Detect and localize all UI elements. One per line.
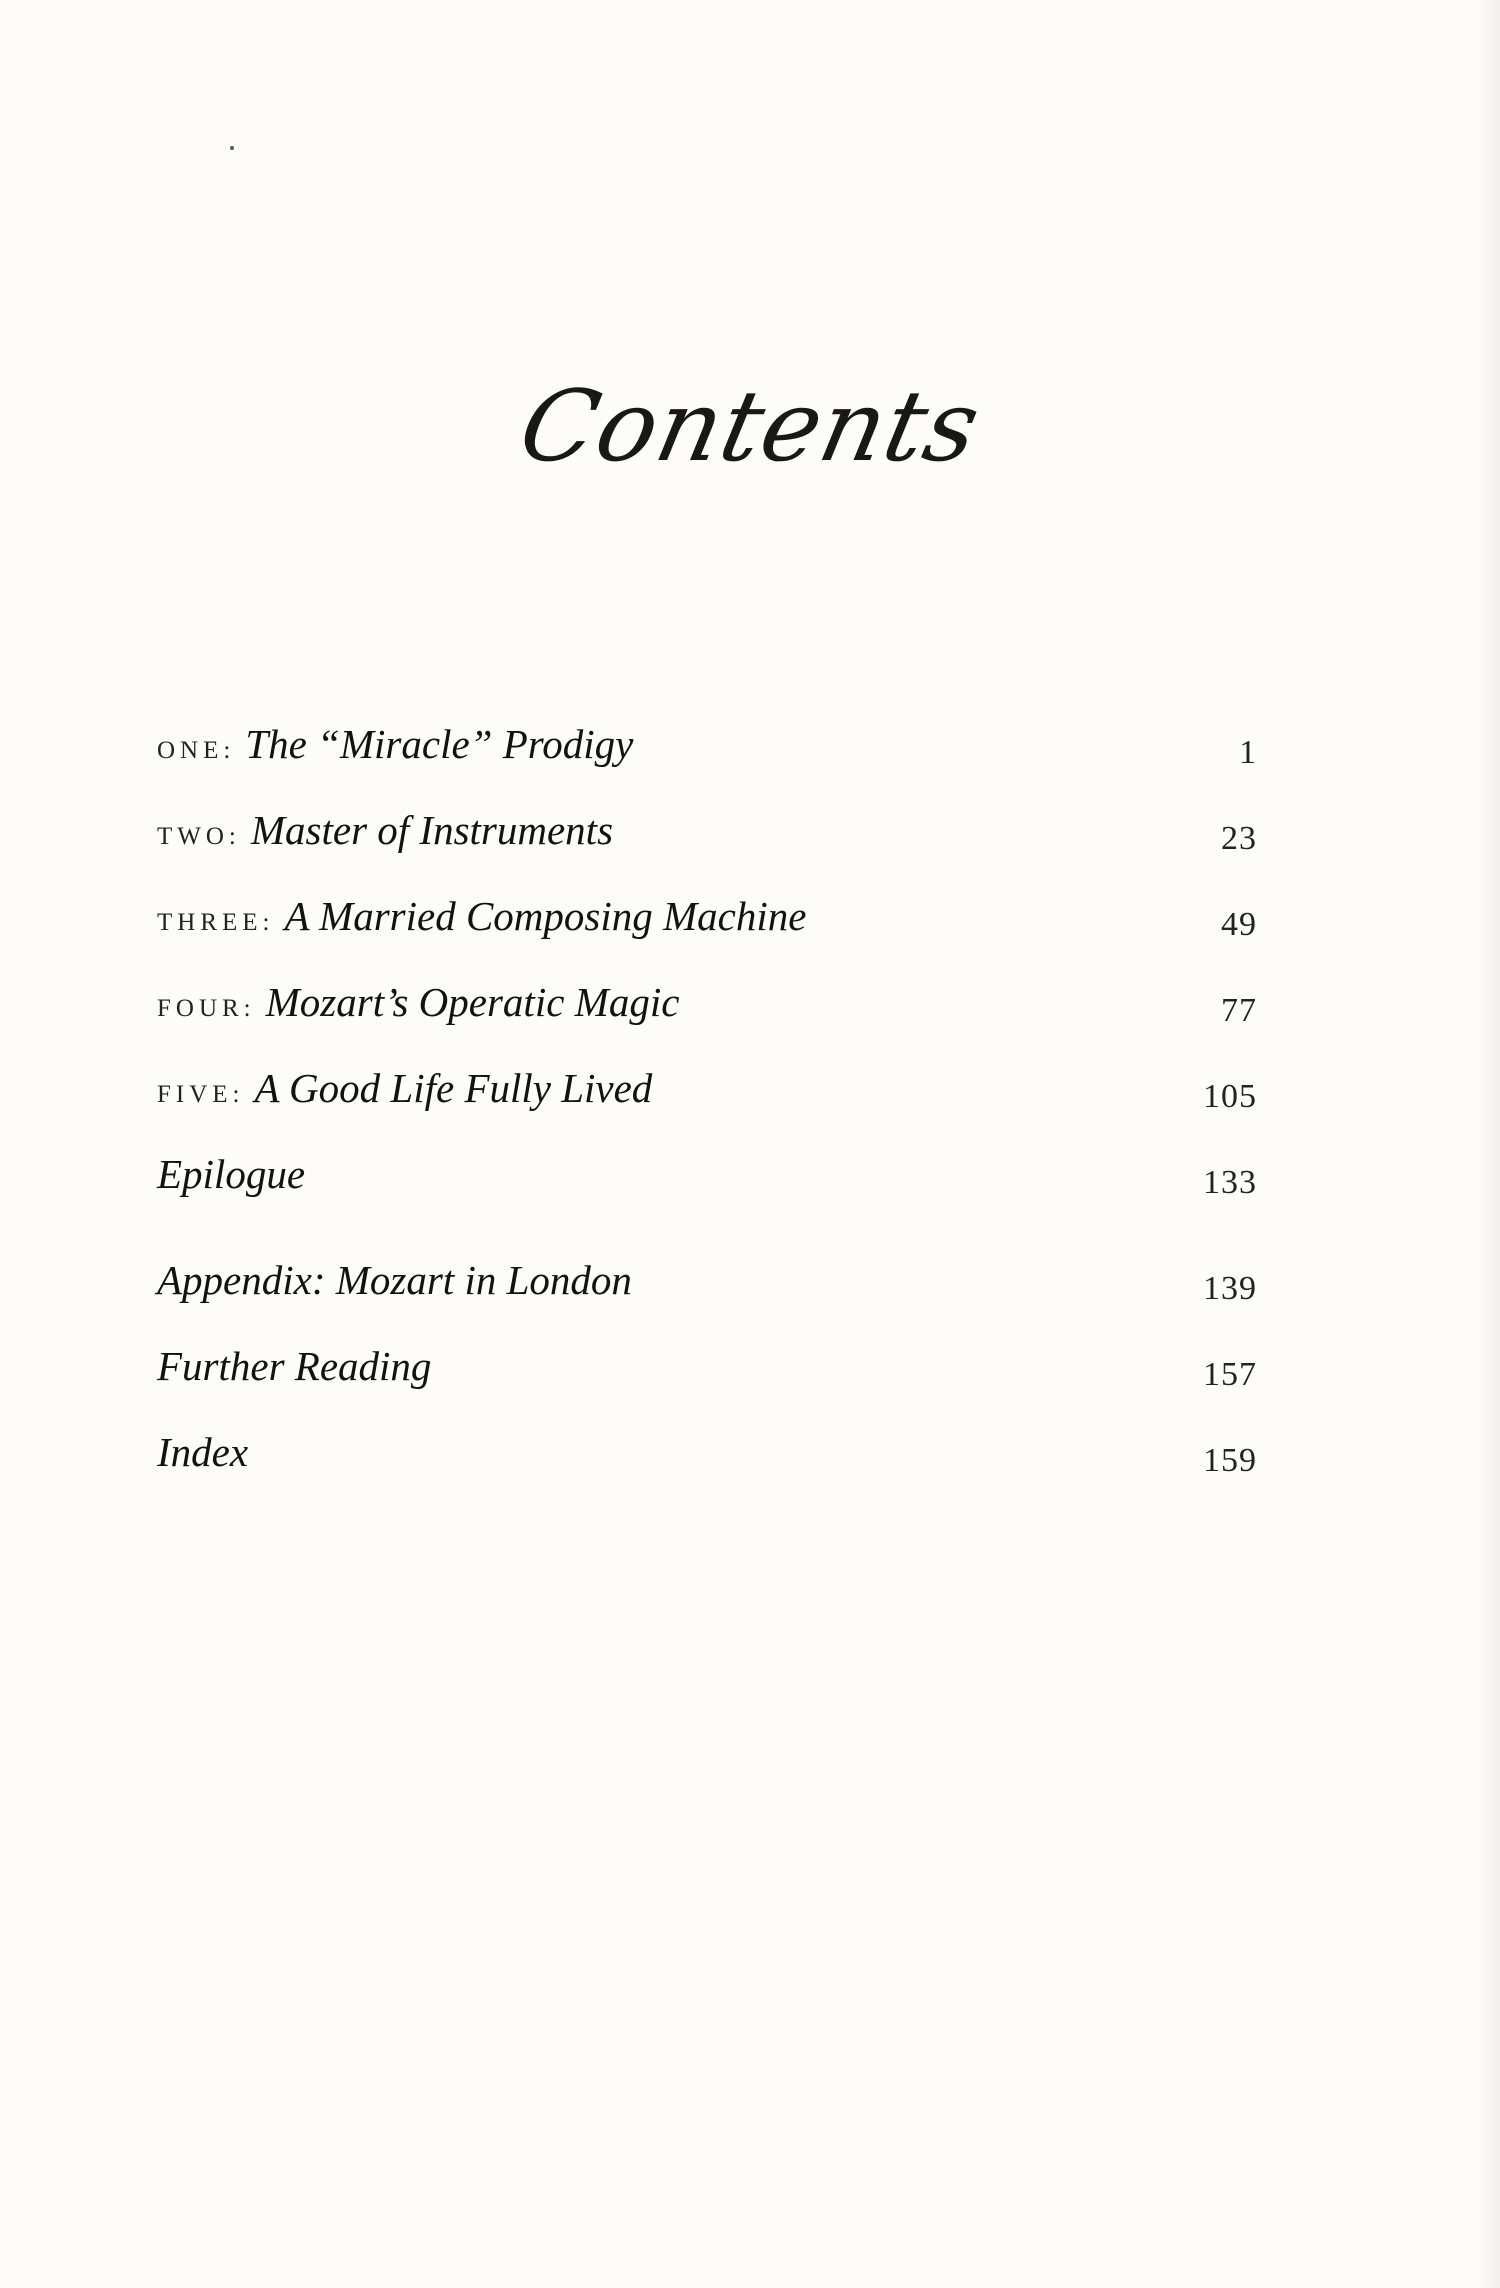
toc-page-number: 77 xyxy=(1221,992,1257,1029)
toc-entry-one xyxy=(157,720,1257,806)
toc-chapter-prefix: TWO: xyxy=(157,823,241,850)
toc-entry-four xyxy=(157,978,1257,1064)
scan-speck xyxy=(230,146,234,150)
toc-entry-index xyxy=(157,1428,1257,1514)
toc-section-title: Further Reading xyxy=(157,1343,432,1389)
toc-chapter-prefix: FOUR: xyxy=(157,995,256,1022)
toc-entry-three xyxy=(157,892,1257,978)
toc-chapter-title: Mozart’s Operatic Magic xyxy=(265,979,680,1025)
table-of-contents xyxy=(157,720,1257,1514)
toc-chapter-title: A Married Composing Machine xyxy=(284,893,807,939)
toc-entry-five xyxy=(157,1064,1257,1150)
toc-chapter-prefix: FIVE: xyxy=(157,1081,245,1108)
toc-entry-two xyxy=(157,806,1257,892)
toc-page-number: 133 xyxy=(1203,1164,1257,1201)
toc-entry-further-reading xyxy=(157,1342,1257,1428)
toc-page-number: 105 xyxy=(1203,1078,1257,1115)
toc-page-number: 159 xyxy=(1203,1442,1257,1479)
toc-section-title: Index xyxy=(157,1429,249,1475)
toc-chapter-title: Master of Instruments xyxy=(250,807,614,853)
toc-page-number: 1 xyxy=(1239,734,1257,771)
toc-entry-epilogue xyxy=(157,1150,1257,1236)
toc-page-number: 139 xyxy=(1203,1270,1257,1307)
toc-chapter-prefix: ONE: xyxy=(157,737,236,764)
contents-heading: Contents xyxy=(510,370,990,484)
toc-page-number: 157 xyxy=(1203,1356,1257,1393)
toc-section-title: Epilogue xyxy=(157,1151,306,1197)
toc-section-title: Appendix: Mozart in London xyxy=(157,1257,632,1303)
toc-page-number: 49 xyxy=(1221,906,1257,943)
toc-entry-appendix xyxy=(157,1256,1257,1342)
toc-chapter-prefix: THREE: xyxy=(157,909,275,936)
toc-page-number: 23 xyxy=(1221,820,1257,857)
toc-chapter-title: The “Miracle” Prodigy xyxy=(245,721,634,767)
toc-chapter-title: A Good Life Fully Lived xyxy=(254,1065,653,1111)
